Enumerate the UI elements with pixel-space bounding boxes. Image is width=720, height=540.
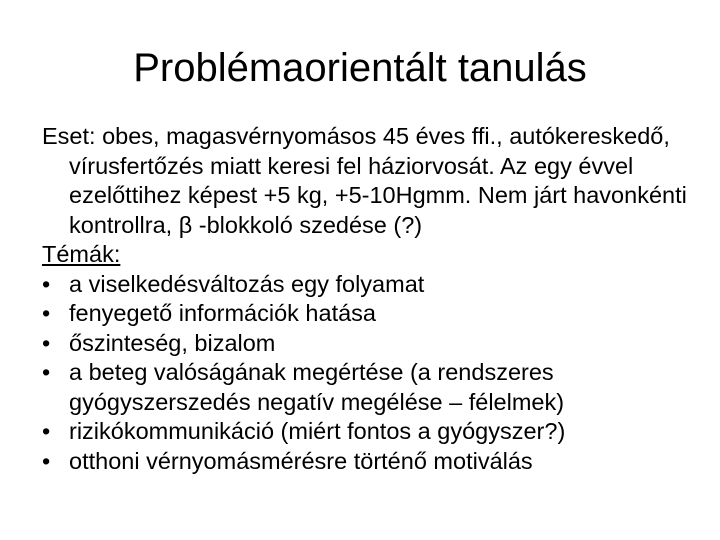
topics-list [42, 270, 702, 477]
slide-body [42, 122, 702, 476]
list-item [42, 417, 702, 447]
case-description: Eset: obes, magasvérnyomásos 45 éves ffi., autókereskedő, vírusfertőzés miatt keresi fel háziorvosát. Az egy évvel ezelőttihez képest +5 kg, +5-10Hgmm. Nem járt havonkénti kontrollra, β -blokkoló szedése (?) [42, 123, 687, 238]
list-item [42, 299, 702, 329]
bullet-icon: • [42, 447, 51, 474]
list-item [42, 329, 702, 359]
list-item [42, 270, 702, 300]
list-item [42, 447, 702, 477]
bullet-icon: • [42, 359, 51, 385]
topic-text: őszinteség, bizalom [69, 329, 276, 356]
topics-heading: Témák: [42, 241, 121, 267]
bullet-icon: • [42, 418, 51, 444]
topic-text: rizikókommunikáció (miért fontos a gyógyszer?) [69, 418, 566, 444]
topic-text: a beteg valóságának megértése (a rendszeres gyógyszerszedés negatív megélése – félelmek) [69, 359, 565, 415]
bullet-icon: • [42, 270, 51, 297]
topic-text: otthoni vérnyomásmérésre történő motiválás [69, 447, 533, 474]
slide-title: Problémaorientált tanulás [133, 46, 587, 90]
bullet-icon: • [42, 300, 51, 326]
topic-text: fenyegető információk hatása [69, 300, 376, 326]
bullet-icon: • [42, 329, 51, 356]
list-item [42, 358, 702, 417]
topic-text: a viselkedésváltozás egy folyamat [69, 270, 425, 297]
